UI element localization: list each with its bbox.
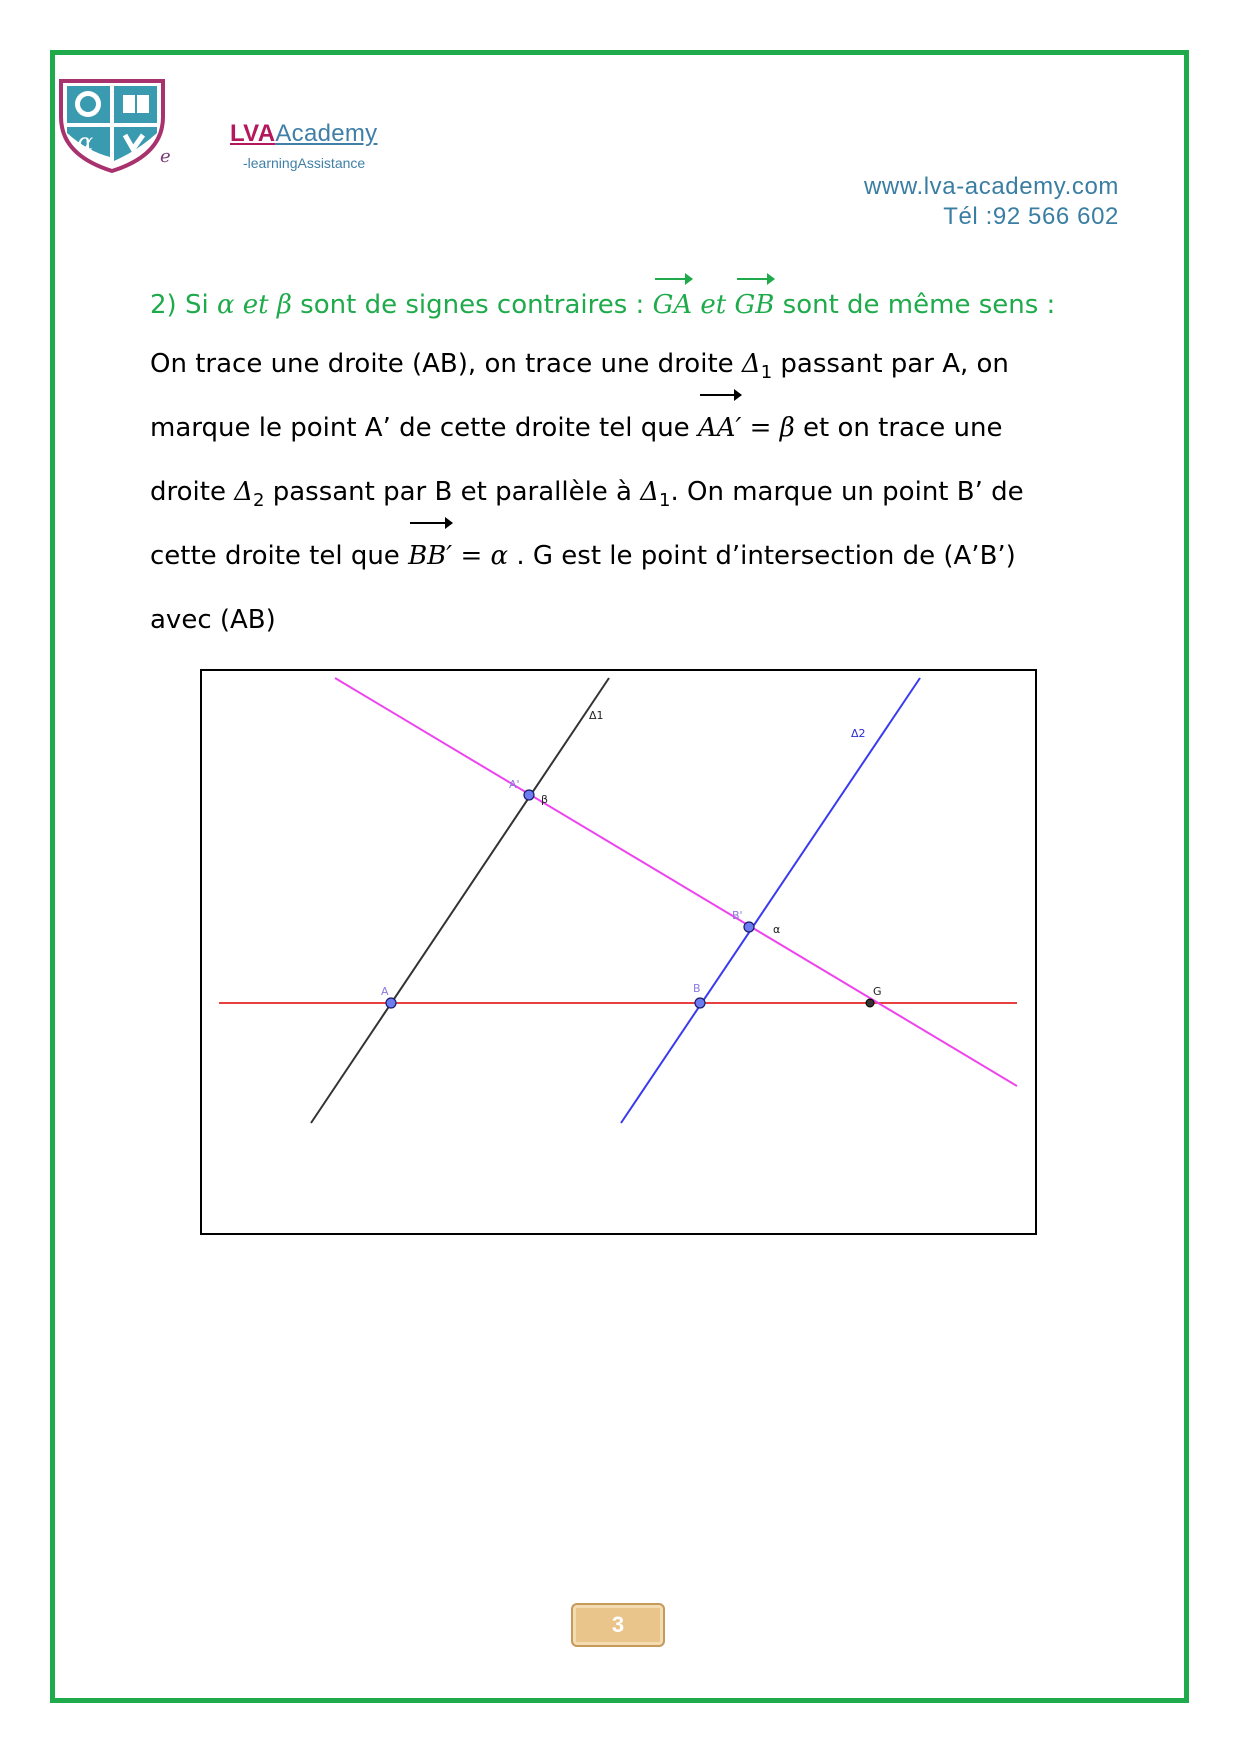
alpha-symbol: α bbox=[216, 290, 235, 320]
point-a bbox=[386, 998, 396, 1008]
delta-symbol: Δ bbox=[741, 349, 761, 379]
alpha-symbol: α bbox=[490, 541, 509, 571]
label-delta2: Δ2 bbox=[851, 727, 866, 740]
vector-aa-prime: AA′ bbox=[698, 396, 741, 460]
explanation-paragraph bbox=[150, 332, 1100, 652]
heading-text-end: sont de même sens : bbox=[774, 290, 1056, 320]
line-delta2 bbox=[621, 678, 920, 1123]
brand-lva: LVA bbox=[230, 120, 276, 147]
svg-text:α: α bbox=[77, 128, 94, 156]
brand-tagline: -learningAssistance bbox=[243, 155, 366, 171]
equals-sign: = bbox=[452, 541, 491, 571]
line3-text-b: passant par B et parallèle à bbox=[264, 477, 641, 507]
phone-number: Tél :92 566 602 bbox=[943, 203, 1119, 230]
beta-symbol: β bbox=[779, 413, 795, 443]
equals-sign: = bbox=[741, 413, 780, 443]
geometry-figure-svg bbox=[202, 671, 1035, 1233]
vector-bb-prime: BB′ bbox=[408, 524, 452, 588]
point-a-prime bbox=[524, 790, 534, 800]
delta-symbol: Δ bbox=[640, 477, 660, 507]
line-a-prime-b-prime bbox=[335, 678, 1017, 1086]
paragraph-line-4 bbox=[150, 524, 1100, 588]
line4-text-b: . G est le point d’intersection de (A’B’) bbox=[508, 541, 1016, 571]
subscript-1: 1 bbox=[760, 362, 773, 383]
page-number: 3 bbox=[571, 1603, 665, 1647]
label-alpha: α bbox=[773, 923, 781, 936]
line-delta1 bbox=[311, 678, 609, 1123]
line3-text-a: droite bbox=[150, 477, 235, 507]
line1-text-a: On trace une droite (AB), on trace une droite bbox=[150, 349, 742, 379]
beta-symbol: β bbox=[276, 290, 292, 320]
point-b-prime bbox=[744, 922, 754, 932]
label-beta: β bbox=[541, 793, 549, 806]
line3-text-c: . On marque un point B’ de bbox=[670, 477, 1024, 507]
lva-academy-logo bbox=[57, 77, 167, 173]
paragraph-line-2 bbox=[150, 396, 1100, 460]
line2-text-b: et on trace une bbox=[794, 413, 1003, 443]
line1-text-b: passant par A, on bbox=[772, 349, 1009, 379]
label-a-prime: A' bbox=[509, 778, 520, 791]
logo-e-letter: e bbox=[160, 146, 171, 167]
heading-text-mid: sont de signes contraires : bbox=[291, 290, 653, 320]
subscript-1: 1 bbox=[659, 490, 671, 511]
geometry-figure bbox=[200, 669, 1037, 1235]
label-b-prime: B' bbox=[732, 909, 743, 922]
brand-name bbox=[230, 120, 378, 148]
line4-text-a: cette droite tel que bbox=[150, 541, 409, 571]
heading-text-start: 2) Si bbox=[150, 290, 217, 320]
label-delta1: Δ1 bbox=[589, 709, 604, 722]
et-word-2: et bbox=[692, 290, 735, 320]
website-link[interactable]: www.lva-academy.com bbox=[863, 173, 1119, 200]
label-b: B bbox=[693, 982, 701, 995]
delta-symbol: Δ bbox=[234, 477, 253, 507]
paragraph-line-5: avec (AB) bbox=[150, 605, 276, 635]
label-a: A bbox=[381, 985, 389, 998]
contact-block bbox=[864, 172, 1119, 232]
subscript-2: 2 bbox=[253, 490, 265, 511]
paragraph-line-1 bbox=[150, 332, 1100, 396]
paragraph-line-3 bbox=[150, 460, 1100, 524]
et-word: et bbox=[234, 290, 277, 320]
label-g: G bbox=[873, 985, 882, 998]
point-g bbox=[866, 999, 874, 1007]
vector-ga: GA bbox=[653, 280, 693, 330]
vector-gb: GB bbox=[735, 280, 775, 330]
main-content bbox=[150, 280, 1100, 652]
point-b bbox=[695, 998, 705, 1008]
section-heading bbox=[150, 280, 1100, 330]
brand-academy: Academy bbox=[275, 120, 378, 147]
line2-text-a: marque le point A’ de cette droite tel que bbox=[150, 413, 698, 443]
